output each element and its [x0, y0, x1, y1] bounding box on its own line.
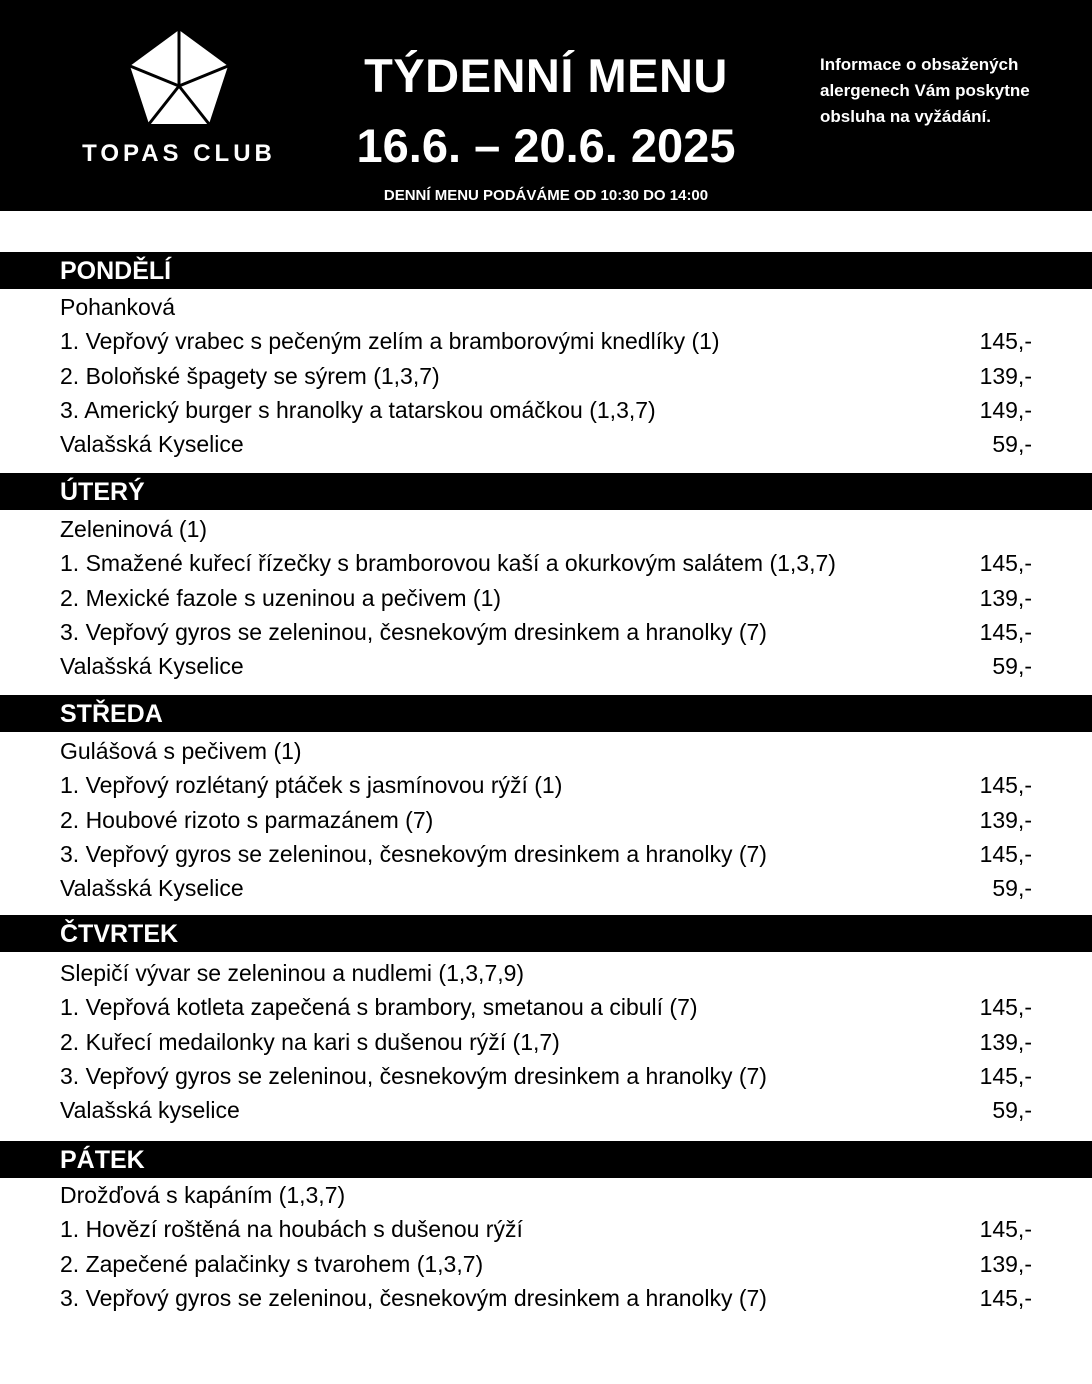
dish-name: 2. Boloňské špagety se sýrem (1,3,7) [60, 363, 440, 389]
menu-item [60, 768, 1032, 802]
soup-row [60, 1178, 1032, 1212]
menu-item [60, 359, 1032, 393]
dish-price: 145,- [979, 1285, 1032, 1311]
menu-item [60, 1247, 1032, 1281]
dish-name: 1. Vepřový rozlétaný ptáček s jasmínovou rýží (1) [60, 772, 563, 798]
dish-price: 145,- [979, 550, 1032, 576]
dish-name: 1. Vepřový vrabec s pečeným zelím a bramborovými knedlíky (1) [60, 328, 720, 354]
menu-item [60, 581, 1032, 615]
menu-item [60, 803, 1032, 837]
dish-price: 59,- [992, 431, 1032, 457]
pentagon-star-icon [127, 28, 231, 128]
dish-price: 145,- [979, 1216, 1032, 1242]
soup-name: Pohanková [60, 294, 176, 320]
dish-price: 145,- [979, 619, 1032, 645]
soup-row [60, 512, 1032, 546]
menu-item [60, 427, 1032, 461]
menu-item [60, 1281, 1032, 1315]
dish-price: 149,- [979, 397, 1032, 423]
dish-name: 1. Hovězí roštěná na houbách s dušenou rýží [60, 1216, 523, 1242]
dish-price: 145,- [979, 841, 1032, 867]
dish-name: 3. Vepřový gyros se zeleninou, česnekovým dresinkem a hranolky (7) [60, 1285, 767, 1311]
dish-name: 2. Zapečené palačinky s tvarohem (1,3,7) [60, 1251, 484, 1277]
dish-price: 59,- [992, 1097, 1032, 1123]
topas-club-logo [74, 28, 284, 168]
menu-item [60, 837, 1032, 871]
dish-name: Valašská Kyselice [60, 431, 244, 457]
serving-hours: DENNÍ MENU PODÁVÁME OD 10:30 DO 14:00 [383, 187, 709, 204]
soup-name: Zeleninová (1) [60, 516, 208, 542]
dish-price: 139,- [979, 807, 1032, 833]
menu-item [60, 1059, 1032, 1093]
day-name: ČTVRTEK [60, 920, 179, 948]
dish-price: 139,- [979, 363, 1032, 389]
dish-name: Valašská Kyselice [60, 875, 244, 901]
allergen-info: Informace o obsažených alergenech Vám poskytne obsluha na vyžádání. [820, 55, 1030, 126]
soup-row [60, 734, 1032, 768]
menu-item [60, 1212, 1032, 1246]
day-name: STŘEDA [60, 700, 163, 728]
dish-name: 3. Vepřový gyros se zeleninou, česnekovým dresinkem a hranolky (7) [60, 619, 767, 645]
soup-name: Drožďová s kapáním (1,3,7) [60, 1182, 346, 1208]
day-name: ÚTERÝ [60, 478, 145, 506]
day-header-wednesday [0, 695, 1092, 732]
day-header-monday [0, 252, 1092, 289]
dish-price: 145,- [979, 1063, 1032, 1089]
date-range: 16.6. – 20.6. 2025 [356, 119, 736, 172]
page-title: TÝDENNÍ MENU [364, 49, 728, 102]
dish-price: 145,- [979, 328, 1032, 354]
day-header-thursday [0, 915, 1092, 952]
day-header-tuesday [0, 473, 1092, 510]
dish-name: 1. Smažené kuřecí řízečky s bramborovou kaší a okurkovým salátem (1,3,7) [60, 550, 836, 576]
menu-item [60, 990, 1032, 1024]
dish-price: 59,- [992, 653, 1032, 679]
dish-price: 59,- [992, 875, 1032, 901]
logo-text: TOPAS CLUB [82, 140, 276, 167]
dish-name: 2. Houbové rizoto s parmazánem (7) [60, 807, 434, 833]
dish-name: 2. Mexické fazole s uzeninou a pečivem (1) [60, 585, 502, 611]
day-name: PONDĚLÍ [60, 257, 172, 285]
menu-item [60, 324, 1032, 358]
dish-name: 3. Vepřový gyros se zeleninou, česnekovým dresinkem a hranolky (7) [60, 841, 767, 867]
dish-name: 2. Kuřecí medailonky na kari s dušenou rýží (1,7) [60, 1029, 560, 1055]
menu-item [60, 546, 1032, 580]
menu-item [60, 1025, 1032, 1059]
dish-price: 145,- [979, 772, 1032, 798]
day-header-friday [0, 1141, 1092, 1178]
dish-name: 3. Americký burger s hranolky a tatarskou omáčkou (1,3,7) [60, 397, 656, 423]
day-name: PÁTEK [60, 1146, 145, 1174]
soup-name: Slepičí vývar se zeleninou a nudlemi (1,3,7,9) [60, 960, 525, 986]
soup-name: Gulášová s pečivem (1) [60, 738, 302, 764]
soup-row [60, 956, 1032, 990]
dish-price: 139,- [979, 1251, 1032, 1277]
dish-price: 145,- [979, 994, 1032, 1020]
menu-item [60, 393, 1032, 427]
menu-item [60, 1093, 1032, 1127]
soup-row [60, 290, 1032, 324]
menu-item [60, 649, 1032, 683]
dish-name: Valašská Kyselice [60, 653, 244, 679]
dish-name: 3. Vepřový gyros se zeleninou, česnekovým dresinkem a hranolky (7) [60, 1063, 767, 1089]
menu-header [0, 0, 1092, 211]
dish-name: Valašská kyselice [60, 1097, 240, 1123]
dish-price: 139,- [979, 1029, 1032, 1055]
dish-price: 139,- [979, 585, 1032, 611]
menu-item [60, 615, 1032, 649]
menu-item [60, 871, 1032, 905]
dish-name: 1. Vepřová kotleta zapečená s brambory, smetanou a cibulí (7) [60, 994, 698, 1020]
